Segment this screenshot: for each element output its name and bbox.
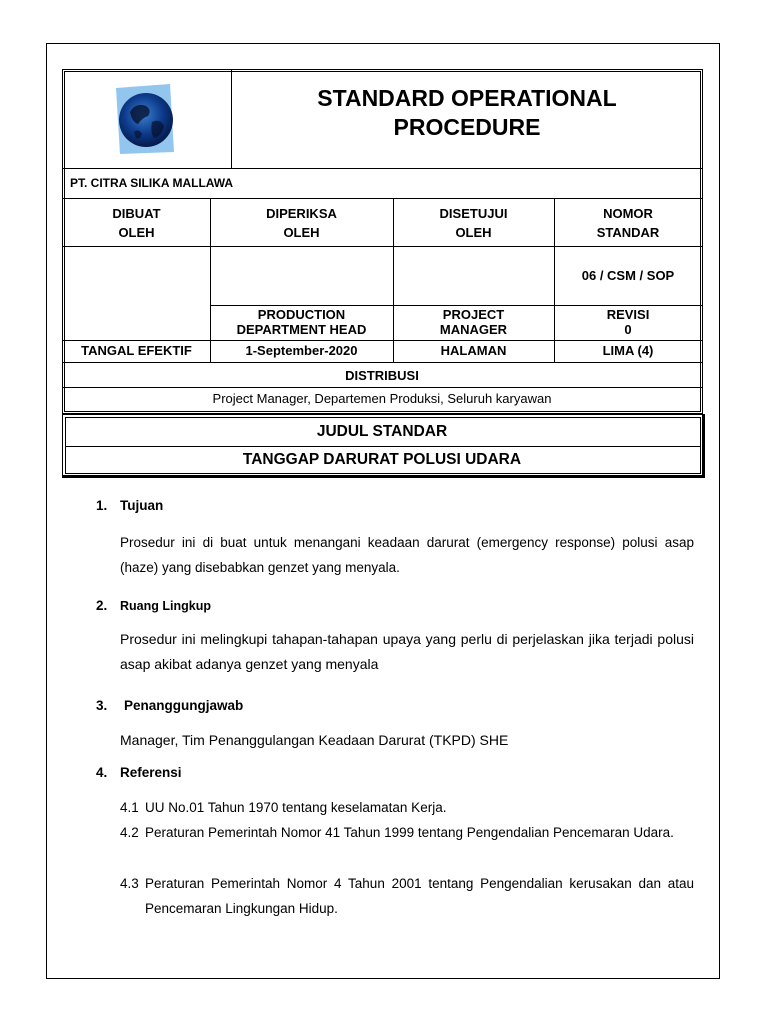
distribusi-text: Project Manager, Departemen Produksi, Seluruh karyawan <box>212 391 552 406</box>
revisi: REVISI 0 <box>606 307 650 337</box>
diperiksa-oleh-header: DIPERIKSA OLEH <box>266 205 337 240</box>
reference-item: 4.1 UU No.01 Tahun 1970 tentang keselamatan Kerja. <box>120 800 447 815</box>
section-text: Prosedur ini di buat untuk menangani keadaan darurat (emergency response) polusi asap (haze) yang disebabkan genzet yang menyala. <box>120 535 694 575</box>
reference-item: 4.3 Peraturan Pemerintah Nomor 4 Tahun 2001 tentang Pengendalian kerusakan dan atau Pencemaran Lingkungan Hidup. <box>120 876 694 916</box>
company-logo <box>112 82 178 156</box>
reference-item: 4.2 Peraturan Pemerintah Nomor 41 Tahun 1999 tentang Pengendalian Pencemaran Udara. <box>120 825 674 840</box>
section-heading: 1. Tujuan <box>96 498 164 513</box>
halaman-label: HALAMAN <box>440 343 507 359</box>
document-title: STANDARD OPERATIONAL PROCEDURE <box>317 85 617 140</box>
nomor-standar-value: 06 / CSM / SOP <box>581 267 675 283</box>
globe-logo-icon <box>112 82 178 156</box>
company-name: PT. CITRA SILIKA MALLAWA <box>70 176 234 190</box>
halaman-value: LIMA (4) <box>602 343 654 359</box>
section-heading: 3. Penanggungjawab <box>96 698 244 713</box>
dibuat-oleh-header: DIBUAT OLEH <box>112 205 161 240</box>
disetujui-oleh-header: DISETUJUI OLEH <box>439 205 508 240</box>
judul-standar-title: TANGGAP DARURAT POLUSI UDARA <box>242 451 522 468</box>
distribusi-title: DISTRIBUSI <box>345 368 419 383</box>
nomor-standar-header: NOMOR STANDAR <box>596 205 660 240</box>
production-department-head-role: PRODUCTION DEPARTMENT HEAD <box>236 307 367 337</box>
project-manager-role: PROJECT MANAGER <box>439 307 508 337</box>
section-heading: 2. Ruang Lingkup <box>96 598 211 613</box>
judul-standar-label: JUDUL STANDAR <box>316 423 448 440</box>
section-heading: 4. Referensi <box>96 765 182 780</box>
tanggal-efektif-label: TANGAL EFEKTIF <box>81 343 192 359</box>
tanggal-efektif-value: 1-September-2020 <box>245 343 358 359</box>
section-text: Manager, Tim Penanggulangan Keadaan Darurat (TKPD) SHE <box>120 732 509 748</box>
section-text: Prosedur ini melingkupi tahapan-tahapan upaya yang perlu di perjelaskan jika terjadi polusi asap akibat adanya genzet yang menyala <box>120 631 694 672</box>
